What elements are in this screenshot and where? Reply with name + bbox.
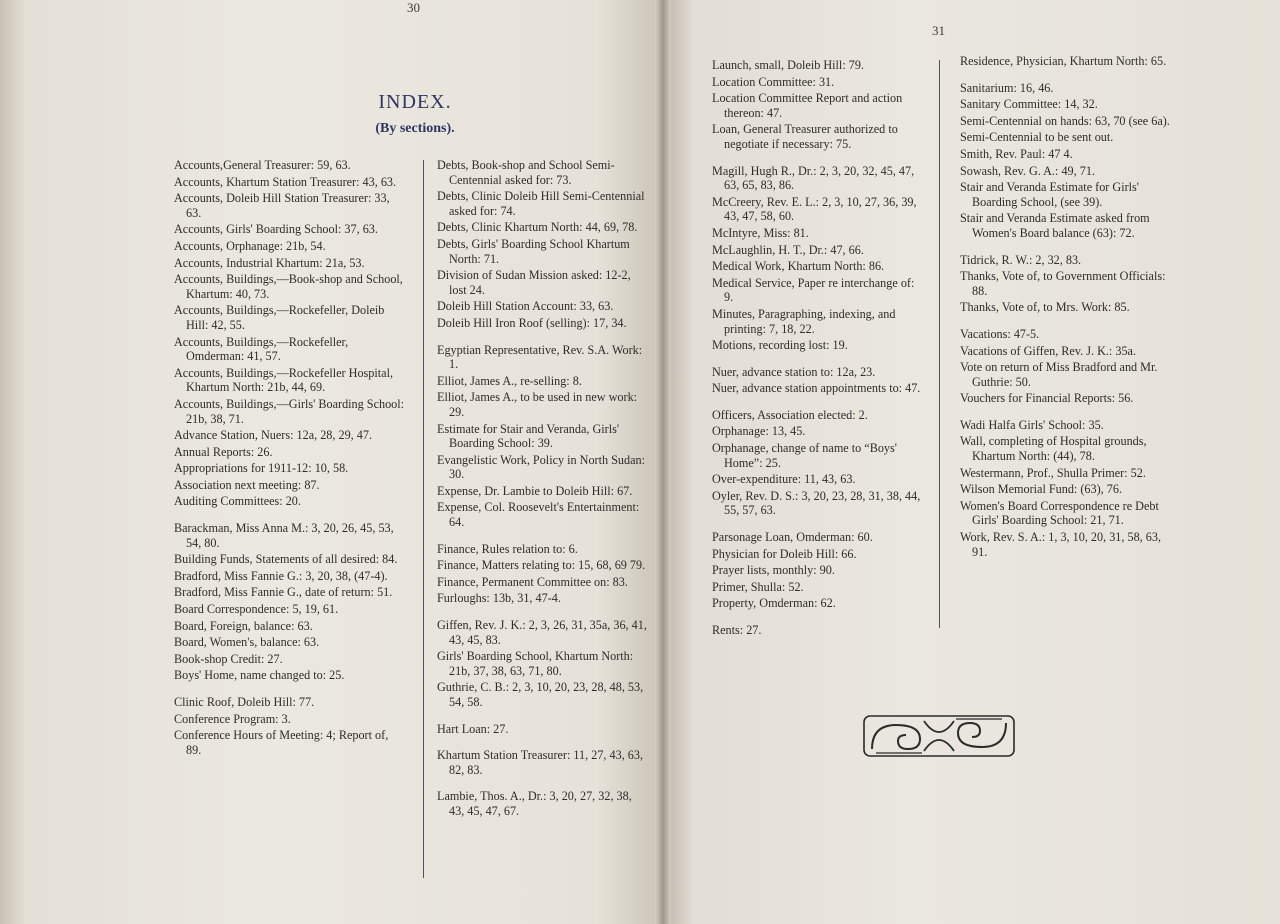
index-entry: Lambie, Thos. A., Dr.: 3, 20, 27, 32, 38, 43, 45, 47, 67. [437,789,632,818]
index-entry: Officers, Association elected: 2. [712,407,868,422]
index-entry: Doleib Hill Iron Roof (selling): 17, 34. [437,315,627,330]
index-entry: Debts, Clinic Doleib Hill Semi-Centennial asked for: 74. [437,189,645,218]
index-group-spacer [712,520,926,528]
index-column-2 [437,158,649,821]
index-entry: Location Committee Report and action thereon: 47. [712,91,903,120]
decorative-ornament [862,713,1016,759]
index-entry: Prayer lists, monthly: 90. [712,563,835,578]
index-entry: Bradford, Miss Fannie G., date of return: 51. [174,585,393,600]
index-entry: Sanitary Committee: 14, 32. [960,97,1098,112]
index-entry: Nuer, advance station to: 12a, 23. [712,364,876,379]
index-entry: Parsonage Loan, Omderman: 60. [712,530,873,545]
index-entry: Magill, Hugh R., Dr.: 2, 3, 20, 32, 45, 47, 63, 65, 83, 86. [712,163,915,193]
column-divider-right [939,60,940,628]
index-entry: Association next meeting: 87. [174,477,320,492]
index-entry: Elliot, James A., to be used in new work: 29. [437,390,638,419]
index-entry: Accounts, Buildings,—Rockefeller Hospital, Khartum North: 21b, 44, 69. [174,365,394,395]
index-entry: Thanks, Vote of, to Mrs. Work: 85. [960,300,1130,315]
index-entry: Boys' Home, name changed to: 25. [174,668,345,683]
index-entry: Guthrie, C. B.: 2, 3, 10, 20, 23, 28, 48, 53, 54, 58. [437,680,644,709]
index-group-spacer [712,398,926,406]
index-group-spacer [437,608,649,616]
index-entry: Wall, completing of Hospital grounds, Khartum North: (44), 78. [960,434,1147,464]
index-entry: Finance, Permanent Committee on: 83. [437,574,628,589]
index-entry: Debts, Clinic Khartum North: 44, 69, 78. [437,220,638,235]
index-entry: McIntyre, Miss: 81. [712,225,809,240]
index-entry: Debts, Book-shop and School Semi-Centennial asked for: 73. [437,158,615,187]
index-entry: Board Correspondence: 5, 19, 61. [174,602,339,617]
index-entry: Accounts, Buildings,—Girls' Boarding School: 21b, 38, 71. [174,396,405,426]
index-entry: Semi-Centennial on hands: 63, 70 (see 6a). [960,113,1170,128]
index-column-4 [960,54,1176,561]
index-entry: Sowash, Rev. G. A.: 49, 71. [960,163,1095,178]
index-entry: Tidrick, R. W.: 2, 32, 83. [960,252,1082,267]
page-number-left: 30 [407,0,420,15]
index-group-spacer [712,154,926,162]
index-group-spacer [437,333,649,341]
index-entry: Physician for Doleib Hill: 66. [712,546,857,561]
index-entry: Barackman, Miss Anna M.: 3, 20, 26, 45, 53, 54, 80. [174,521,394,550]
index-group-spacer [437,712,649,720]
index-group-spacer [960,408,1176,416]
index-entry: Accounts, Girls' Boarding School: 37, 63. [174,222,378,237]
index-entry: Nuer, advance station appointments to: 47. [712,381,921,396]
index-entry: Accounts, Buildings,—Book-shop and School, Khartum: 40, 73. [174,272,403,301]
index-group-spacer [712,355,926,363]
index-group-spacer [437,532,649,540]
index-title: INDEX. [378,91,452,113]
index-group-spacer [960,71,1176,79]
index-entry: Division of Sudan Mission asked: 12-2, lost 24. [437,268,631,297]
index-entry: Oyler, Rev. D. S.: 3, 20, 23, 28, 31, 38, 44, 55, 57, 63. [712,488,921,518]
index-entry: Khartum Station Treasurer: 11, 27, 43, 63, 82, 83. [437,748,644,777]
index-entry: Accounts, Khartum Station Treasurer: 43, 63. [174,174,397,189]
index-entry: Thanks, Vote of, to Government Officials: 88. [960,269,1166,298]
index-entry: Vacations: 47-5. [960,326,1040,341]
index-entry: Doleib Hill Station Account: 33, 63. [437,299,614,314]
index-group-spacer [174,511,406,519]
index-entry: Expense, Dr. Lambie to Doleib Hill: 67. [437,483,633,498]
index-entry: Westermann, Prof., Shulla Primer: 52. [960,465,1146,480]
index-entry: Motions, recording lost: 19. [712,338,848,353]
book-gutter [655,0,671,924]
index-entry: Location Committee: 31. [712,74,835,89]
column-divider-left [423,160,424,878]
index-entry: Appropriations for 1911-12: 10, 58. [174,461,349,476]
index-entry: Semi-Centennial to be sent out. [960,130,1114,145]
index-entry: Board, Women's, balance: 63. [174,635,320,650]
index-entry: Minutes, Paragraphing, indexing, and printing: 7, 18, 22. [712,306,896,336]
index-entry: Medical Service, Paper re interchange of: 9. [712,275,915,305]
index-entry: Advance Station, Nuers: 12a, 28, 29, 47. [174,428,373,443]
index-entry: Vote on return of Miss Bradford and Mr. Guthrie: 50. [960,360,1158,389]
index-entry: Furloughs: 13b, 31, 47-4. [437,591,561,606]
index-group-spacer [960,243,1176,251]
index-entry: Rents: 27. [712,623,762,637]
index-entry: Work, Rev. S. A.: 1, 3, 10, 20, 31, 58, 63, 91. [960,530,1162,559]
index-entry: Expense, Col. Roosevelt's Entertainment: 64. [437,500,640,530]
index-entry: Finance, Rules relation to: 6. [437,541,578,556]
index-group-spacer [712,613,926,621]
index-entry: Debts, Girls' Boarding School Khartum North: 71. [437,236,630,266]
index-entry: Accounts, Doleib Hill Station Treasurer: 33, 63. [174,191,390,220]
index-entry: Launch, small, Doleib Hill: 79. [712,58,864,72]
index-entry: Clinic Roof, Doleib Hill: 77. [174,695,315,709]
index-entry: Girls' Boarding School, Khartum North: 21b, 37, 38, 63, 71, 80. [437,649,634,678]
index-column-1 [174,158,406,759]
index-column-3 [712,58,926,640]
index-entry: Board, Foreign, balance: 63. [174,618,313,633]
index-entry: Orphanage, change of name to “Boys' Home”: 25. [712,441,897,470]
index-entry: Wadi Halfa Girls' School: 35. [960,417,1104,432]
index-entry: Stair and Veranda Estimate for Girls' Boarding School, (see 39). [960,180,1139,209]
index-entry: McLaughlin, H. T., Dr.: 47, 66. [712,242,864,257]
index-entry: McCreery, Rev. E. L.: 2, 3, 10, 27, 36, 39, 43, 47, 58, 60. [712,194,917,224]
index-entry: Auditing Committees: 20. [174,494,301,509]
index-entry: Vouchers for Financial Reports: 56. [960,391,1134,406]
index-entry: Elliot, James A., re-selling: 8. [437,373,582,388]
index-entry: Evangelistic Work, Policy in North Sudan: 30. [437,452,645,482]
index-entry: Estimate for Stair and Veranda, Girls' Boarding School: 39. [437,421,620,451]
index-group-spacer [174,685,406,693]
page-number-right: 31 [932,23,945,38]
index-entry: Egyptian Representative, Rev. S.A. Work: 1. [437,342,643,372]
index-entry: Accounts, Buildings,—Rockefeller, Doleib Hill: 42, 55. [174,303,385,332]
index-entry: Book-shop Credit: 27. [174,651,283,666]
index-entry: Accounts, Industrial Khartum: 21a, 53. [174,255,365,270]
index-entry: Stair and Veranda Estimate asked from Women's Board balance (63): 72. [960,211,1150,240]
index-entry: Orphanage: 13, 45. [712,424,806,439]
index-group-spacer [437,779,649,787]
index-entry: Accounts, Orphanage: 21b, 54. [174,238,326,253]
index-subtitle: (By sections). [375,121,455,136]
index-entry: Sanitarium: 16, 46. [960,80,1054,95]
index-entry: Property, Omderman: 62. [712,596,836,611]
index-entry: Over-expenditure: 11, 43, 63. [712,472,856,487]
index-entry: Hart Loan: 27. [437,721,509,736]
index-entry: Building Funds, Statements of all desired: 84. [174,552,398,567]
index-entry: Women's Board Correspondence re Debt Girls' Boarding School: 21, 71. [960,498,1159,528]
index-entry: Bradford, Miss Fannie G.: 3, 20, 38, (47-4). [174,568,388,583]
index-entry: Annual Reports: 26. [174,444,273,459]
index-entry: Vacations of Giffen, Rev. J. K.: 35a. [960,343,1137,358]
index-entry: Giffen, Rev. J. K.: 2, 3, 26, 31, 35a, 36, 41, 43, 45, 83. [437,618,647,647]
index-group-spacer [960,317,1176,325]
index-group-spacer [437,738,649,746]
index-entry: Conference Hours of Meeting: 4; Report of, 89. [174,728,389,757]
index-entry: Finance, Matters relating to: 15, 68, 69 79. [437,558,646,573]
index-entry: Loan, General Treasurer authorized to negotiate if necessary: 75. [712,122,898,151]
index-entry: Accounts, Buildings,—Rockefeller, Omderman: 41, 57. [174,334,349,364]
index-entry: Smith, Rev. Paul: 47 4. [960,146,1073,161]
index-entry: Conference Program: 3. [174,711,291,726]
index-entry: Residence, Physician, Khartum North: 65. [960,54,1167,68]
index-entry: Wilson Memorial Fund: (63), 76. [960,482,1122,497]
index-entry: Accounts,General Treasurer: 59, 63. [174,158,351,172]
index-entry: Medical Work, Khartum North: 86. [712,259,885,274]
index-entry: Primer, Shulla: 52. [712,579,804,594]
